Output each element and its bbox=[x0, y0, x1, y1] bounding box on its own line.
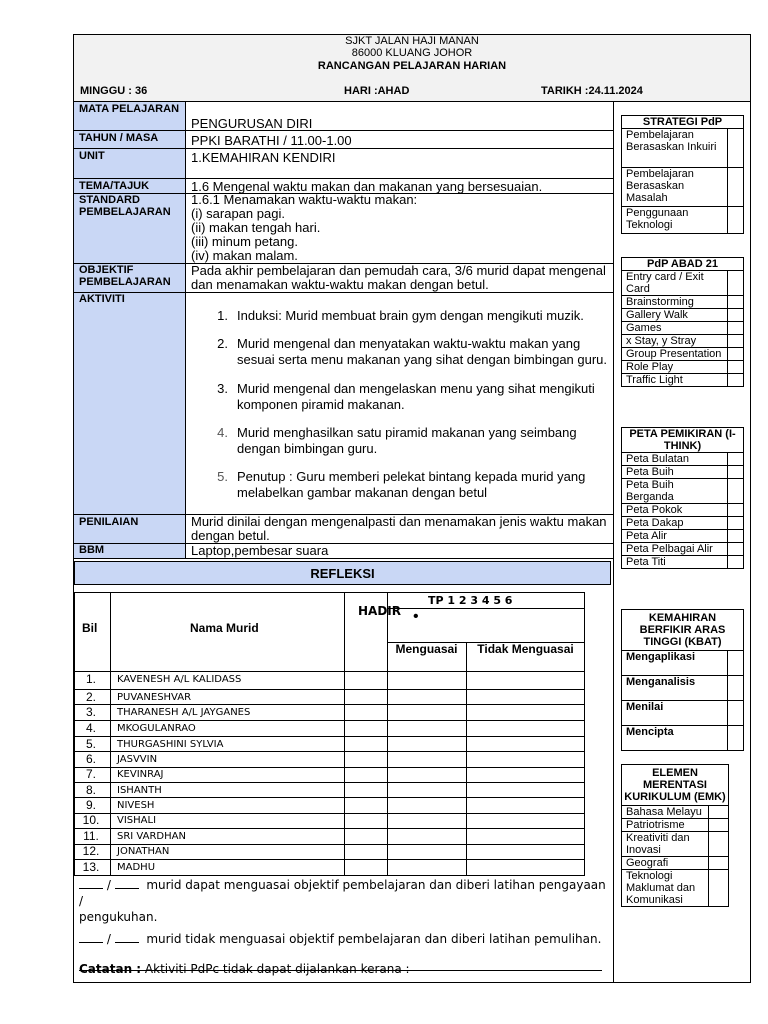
bbm-value: Laptop,pembesar suara bbox=[191, 543, 329, 558]
abad-item: Games bbox=[622, 322, 728, 335]
refleksi-header bbox=[74, 561, 611, 585]
unit-label: UNIT bbox=[79, 150, 105, 162]
activity-text: Induksi: Murid membuat brain gym dengan mengikuti muzik. bbox=[237, 308, 584, 323]
peta-item: Peta Pelbagai Alir bbox=[622, 543, 728, 556]
checkbox[interactable] bbox=[728, 530, 744, 543]
strategi-table bbox=[621, 115, 744, 234]
emk-item: Geografi bbox=[622, 857, 709, 870]
strategi-item: Pembelajaran Berasaskan Masalah bbox=[622, 168, 728, 207]
standard-line: 1.6.1 Menamakan waktu-waktu makan: bbox=[191, 192, 418, 207]
catatan-label: Catatan : bbox=[79, 962, 142, 976]
student-number: 7. bbox=[85, 767, 96, 781]
peta-item: Peta Dakap bbox=[622, 517, 728, 530]
student-name: MKOGULANRAO bbox=[117, 723, 196, 734]
mata-value: PENGURUSAN DIRI bbox=[191, 116, 313, 131]
checkbox[interactable] bbox=[728, 556, 744, 569]
strategi-item: Penggunaan Teknologi bbox=[622, 207, 728, 234]
student-number: 2. bbox=[85, 690, 96, 704]
activity-text: Murid mengenal dan mengelaskan menu yang sihat mengikuti komponen piramid makanan. bbox=[237, 381, 595, 412]
aktiviti-label: AKTIVITI bbox=[79, 293, 125, 305]
refleksi-title: REFLEKSI bbox=[310, 566, 375, 581]
emk-item: Teknologi Maklumat dan Komunikasi bbox=[622, 870, 709, 907]
tarikh: TARIKH :24.11.2024 bbox=[541, 85, 643, 97]
header-line bbox=[74, 671, 585, 672]
row-line bbox=[74, 130, 613, 131]
checkbox[interactable] bbox=[728, 504, 744, 517]
not-master-text: murid tidak menguasai objektif pembelajaran dan diberi latihan pemulihan. bbox=[146, 932, 602, 946]
tidak-header: Tidak Menguasai bbox=[477, 642, 574, 656]
student-number: 8. bbox=[85, 783, 96, 797]
student-name: NIVESH bbox=[117, 800, 155, 811]
student-name: THURGASHINI SYLVIA bbox=[117, 739, 224, 750]
label-column bbox=[74, 102, 185, 558]
student-name: ISHANTH bbox=[117, 785, 162, 796]
student-number: 5. bbox=[85, 737, 96, 751]
standard-label: STANDARD PEMBELAJARAN bbox=[79, 194, 171, 218]
reflection-notes bbox=[79, 877, 609, 977]
blank-field[interactable] bbox=[79, 878, 103, 889]
row-line bbox=[74, 859, 585, 860]
abad-item: Group Presentation bbox=[622, 348, 728, 361]
checkbox[interactable] bbox=[709, 832, 729, 857]
checkbox[interactable] bbox=[728, 348, 744, 361]
penilaian-value: Murid dinilai dengan mengenalpasti dan menamakan jenis waktu makan dengan betul. bbox=[191, 514, 607, 543]
checkbox[interactable] bbox=[728, 322, 744, 335]
kbat-title: KEMAHIRAN BERFIKIR ARAS TINGGI (KBAT) bbox=[622, 610, 744, 651]
tp-header: TP 1 2 3 4 5 6 bbox=[428, 594, 513, 607]
abad-item: Gallery Walk bbox=[622, 309, 728, 322]
tahun-label: TAHUN / MASA bbox=[79, 132, 159, 144]
student-number: 6. bbox=[85, 752, 96, 766]
standard-line: (iii) minum petang. bbox=[191, 234, 298, 249]
col-line bbox=[344, 592, 345, 876]
activity-list bbox=[210, 300, 610, 510]
student-number: 3. bbox=[85, 705, 96, 719]
checkbox[interactable] bbox=[728, 296, 744, 309]
checkbox[interactable] bbox=[728, 651, 744, 676]
activity-number: 2. bbox=[217, 336, 228, 351]
row-line bbox=[74, 813, 585, 814]
emk-table bbox=[621, 764, 729, 907]
catatan-text: Aktiviti PdPc tidak dapat dijalankan kerana : bbox=[141, 962, 410, 976]
row-line bbox=[74, 828, 585, 829]
col-line bbox=[387, 592, 388, 876]
student-name: THARANESH A/L JAYGANES bbox=[117, 707, 251, 718]
school-address: 86000 KLUANG JOHOR bbox=[351, 47, 473, 59]
student-number: 11. bbox=[83, 829, 99, 843]
master-text: murid dapat menguasai objektif pembelajaran dan diberi latihan pengayaan / bbox=[79, 878, 606, 908]
bil-header: Bil bbox=[82, 621, 98, 635]
peta-item: Peta Buih bbox=[622, 466, 728, 479]
checkbox[interactable] bbox=[728, 309, 744, 322]
objektif-label: OBJEKTIF PEMBELAJARAN bbox=[79, 264, 171, 288]
row-line bbox=[74, 767, 585, 768]
student-name: MADHU bbox=[117, 862, 156, 873]
peta-item: Peta Buih Berganda bbox=[622, 479, 728, 504]
peta-item: Peta Pokok bbox=[622, 504, 728, 517]
strategi-item: Pembelajaran Berasaskan Inkuiri bbox=[622, 129, 728, 168]
minggu: MINGGU : 36 bbox=[80, 85, 148, 97]
kbat-item: Mencipta bbox=[622, 726, 728, 751]
student-name: JONATHAN bbox=[117, 846, 170, 857]
checkbox[interactable] bbox=[728, 543, 744, 556]
page-title: RANCANGAN PELAJARAN HARIAN bbox=[317, 60, 507, 72]
objektif-value: Pada akhir pembelajaran dan pemudah cara, 3/6 murid dapat mengenal dan menamakan waktu-waktu makan dengan betul. bbox=[191, 263, 606, 292]
blank-field[interactable] bbox=[79, 932, 103, 943]
checkbox[interactable] bbox=[728, 453, 744, 466]
peta-item: Peta Bulatan bbox=[622, 453, 728, 466]
bbm-label: BBM bbox=[79, 544, 105, 556]
abad-item: Role Play bbox=[622, 361, 728, 374]
activity-text: Penutup : Guru memberi pelekat bintang kepada murid yang melabelkan gambar makanan dengan betul bbox=[237, 469, 586, 500]
checkbox[interactable] bbox=[728, 676, 744, 701]
activity-number: 3. bbox=[217, 381, 228, 396]
row-line bbox=[74, 704, 585, 705]
student-number: 13. bbox=[82, 860, 100, 874]
checkbox[interactable] bbox=[709, 870, 729, 907]
tema-label: TEMA/TAJUK bbox=[79, 180, 150, 192]
row-line bbox=[74, 782, 585, 783]
hari: HARI :AHAD bbox=[344, 85, 410, 97]
checkbox[interactable] bbox=[728, 207, 744, 234]
row-line bbox=[74, 736, 585, 737]
student-name: JASVVIN bbox=[117, 754, 158, 765]
checkbox[interactable] bbox=[709, 857, 729, 870]
peta-table bbox=[621, 427, 744, 569]
row-line bbox=[74, 689, 585, 690]
checkbox[interactable] bbox=[728, 466, 744, 479]
row-line bbox=[74, 292, 613, 293]
abad-table bbox=[621, 257, 744, 387]
emk-item: Patriotrisme bbox=[622, 819, 709, 832]
activity-number: 5. bbox=[217, 469, 228, 484]
student-name: KEVINRAJ bbox=[117, 769, 164, 780]
standard-line: (ii) makan tengah hari. bbox=[191, 220, 321, 235]
emk-item: Bahasa Melayu bbox=[622, 806, 709, 819]
peta-item: Peta Titi bbox=[622, 556, 728, 569]
mata-label: MATA PELAJARAN bbox=[79, 103, 180, 115]
emk-title: ELEMEN MERENTASI KURIKULUM (EMK) bbox=[622, 765, 729, 806]
emk-item: Kreativiti dan Inovasi bbox=[622, 832, 709, 857]
catatan-underline bbox=[79, 970, 602, 971]
reflection-line-1b: pengukuhan. bbox=[79, 910, 158, 924]
hadir-header: HADIR bbox=[358, 604, 401, 618]
student-number: 4. bbox=[85, 721, 96, 735]
activity-number: 4. bbox=[217, 425, 228, 440]
abad-title: PdP ABAD 21 bbox=[622, 258, 744, 271]
row-line bbox=[74, 720, 585, 721]
peta-title: PETA PEMIKIRAN (I-THINK) bbox=[622, 428, 744, 453]
tahun-value: PPKI BARATHI / 11.00-1.00 bbox=[191, 133, 352, 148]
activity-number: 1. bbox=[217, 308, 228, 323]
student-name: SRI VARDHAN bbox=[117, 831, 186, 842]
kbat-item: Mengaplikasi bbox=[622, 651, 728, 676]
kbat-item: Menilai bbox=[622, 701, 728, 726]
checkbox[interactable] bbox=[728, 271, 744, 296]
school-name: SJKT JALAN HAJI MANAN bbox=[345, 35, 479, 47]
checkbox[interactable] bbox=[709, 806, 729, 819]
checkbox[interactable] bbox=[728, 129, 744, 168]
student-number: 10. bbox=[82, 813, 100, 827]
abad-item: x Stay, y Stray bbox=[622, 335, 728, 348]
catatan-line bbox=[79, 961, 609, 977]
abad-item: Brainstorming bbox=[622, 296, 728, 309]
row-line bbox=[74, 543, 613, 544]
penilaian-label: PENILAIAN bbox=[79, 516, 139, 528]
blank-field[interactable] bbox=[115, 932, 139, 943]
student-name: PUVANESHVAR bbox=[117, 692, 192, 703]
student-name: KAVENESH A/L KALIDASS bbox=[117, 674, 242, 685]
bullet-icon: • bbox=[413, 608, 419, 625]
standard-list bbox=[191, 193, 417, 263]
row-line bbox=[74, 797, 585, 798]
checkbox[interactable] bbox=[728, 517, 744, 530]
checkbox[interactable] bbox=[728, 726, 744, 751]
header bbox=[74, 35, 750, 102]
strategi-title: STRATEGI PdP bbox=[622, 116, 744, 129]
abad-item: Entry card / Exit Card bbox=[622, 271, 728, 296]
checkbox[interactable] bbox=[728, 335, 744, 348]
checkbox[interactable] bbox=[728, 701, 744, 726]
student-number: 12. bbox=[82, 844, 100, 858]
activity-text: Murid mengenal dan menyatakan waktu-waktu makan yang sesuai serta menu makanan yang sihat dengan bimbingan guru. bbox=[237, 336, 608, 367]
standard-line: (iv) makan malam. bbox=[191, 248, 298, 263]
checkbox[interactable] bbox=[728, 168, 744, 207]
abad-item: Traffic Light bbox=[622, 374, 728, 387]
unit-value: 1.KEMAHIRAN KENDIRI bbox=[191, 150, 336, 165]
label-divider bbox=[185, 102, 186, 558]
checkbox[interactable] bbox=[728, 361, 744, 374]
reflection-line-2: / murid tidak menguasai objektif pembelajaran dan diberi latihan pemulihan. bbox=[79, 931, 609, 947]
student-name: VISHALI bbox=[117, 815, 157, 826]
student-number: 1. bbox=[85, 672, 96, 686]
row-line bbox=[74, 844, 585, 845]
sidebar-divider bbox=[613, 102, 614, 983]
activity-text: Murid menghasilkan satu piramid makanan yang seimbang dengan bimbingan guru. bbox=[237, 425, 577, 456]
row-line bbox=[74, 558, 613, 559]
blank-field[interactable] bbox=[115, 878, 139, 889]
reflection-line-1: / murid dapat menguasai objektif pembelajaran dan diberi latihan pengayaan / bbox=[79, 878, 606, 908]
student-number: 9. bbox=[85, 798, 96, 812]
menguasai-header: Menguasai bbox=[395, 642, 458, 656]
row-line bbox=[74, 148, 613, 149]
peta-item: Peta Alir bbox=[622, 530, 728, 543]
standard-line: (i) sarapan pagi. bbox=[191, 206, 285, 221]
nama-header: Nama Murid bbox=[190, 621, 259, 635]
row-line bbox=[74, 751, 585, 752]
tema-value: 1.6 Mengenal waktu makan dan makanan yang bersesuaian. bbox=[191, 179, 543, 194]
col-line bbox=[466, 642, 467, 876]
checkbox[interactable] bbox=[728, 479, 744, 504]
checkbox[interactable] bbox=[709, 819, 729, 832]
checkbox[interactable] bbox=[728, 374, 744, 387]
kbat-table bbox=[621, 609, 744, 751]
col-line bbox=[110, 592, 111, 876]
kbat-item: Menganalisis bbox=[622, 676, 728, 701]
